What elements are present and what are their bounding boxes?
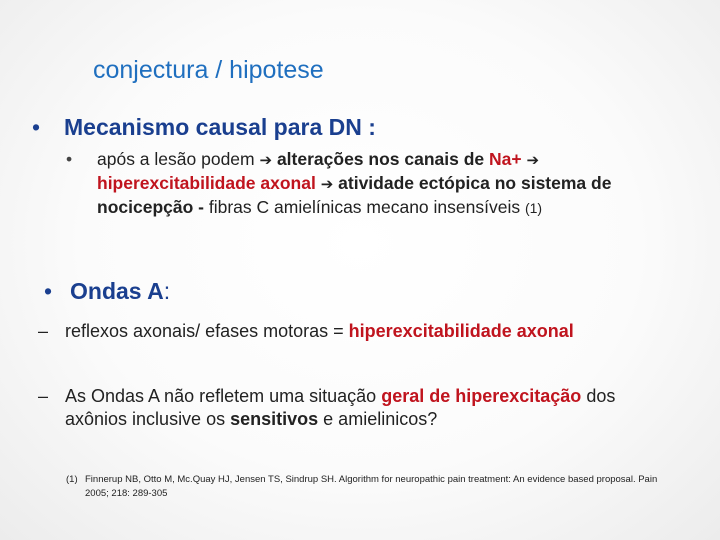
bullet-mecanismo-text: Mecanismo causal para DN : — [64, 114, 376, 140]
dash-item-reflexos — [38, 320, 638, 343]
sub-bullet-paragraph — [97, 148, 666, 220]
footnote — [66, 473, 666, 501]
ondas-a-label: Ondas A — [70, 278, 164, 304]
sub-bullet-icon: • — [66, 149, 73, 169]
text-dos-axonios: dos axônios inclusive os — [65, 386, 616, 429]
slide-title: conjectura / hipotese — [93, 56, 324, 84]
dash-icon: – — [38, 321, 49, 341]
sub-bullet-lesao — [66, 148, 666, 220]
bullet-icon: • — [32, 114, 41, 140]
text-apos-lesao: após a lesão podem — [97, 149, 255, 169]
text-fibras-c: fibras C amielínicas mecano insensíveis — [208, 197, 521, 217]
text-hiperexcitabilidade-axonal: hiperexcitabilidade axonal — [97, 173, 316, 193]
text-amielinicos: e amielinicos? — [323, 409, 438, 429]
dash-item-ondas-nao-refletem — [38, 385, 638, 431]
dash-icon: – — [38, 386, 49, 406]
footnote-number: (1) — [66, 474, 78, 485]
footnote-text: Finnerup NB, Otto M, Mc.Quay HJ, Jensen TS, Sindrup SH. Algorithm for neuropathic pain treatment: An evidence based proposal. Pain 2005; 218: 289-305 — [85, 474, 658, 499]
text-ondas-nao-refletem: As Ondas A não refletem uma situação — [65, 386, 377, 406]
text-geral-hiperexcitacao: geral de hiperexcitação — [381, 386, 582, 406]
dash-item-paragraph — [65, 385, 638, 431]
text-sensitivos: sensitivos — [230, 409, 319, 429]
text-hiperexcitabilidade-axonal-2: hiperexcitabilidade axonal — [348, 321, 574, 341]
text-reflexos-axonais: reflexos axonais/ efases motoras = — [65, 321, 344, 341]
bullet-mecanismo — [32, 114, 376, 141]
arrow-right-icon: ➔ — [259, 151, 273, 169]
text-alteracoes-canais: alterações nos canais de — [276, 149, 485, 169]
bullet-ondas-a-text — [70, 278, 170, 304]
arrow-right-icon: ➔ — [320, 175, 334, 193]
text-na-plus: Na+ — [489, 149, 522, 169]
ondas-a-colon: : — [163, 278, 171, 304]
text-atividade-ectopica: atividade ectópica no sistema de nocicepção - — [97, 173, 612, 217]
dash-item-paragraph — [65, 320, 638, 343]
bullet-icon: • — [44, 278, 53, 304]
reference-marker: (1) — [524, 200, 543, 216]
arrow-right-icon: ➔ — [526, 151, 540, 169]
bullet-ondas-a — [44, 278, 170, 305]
